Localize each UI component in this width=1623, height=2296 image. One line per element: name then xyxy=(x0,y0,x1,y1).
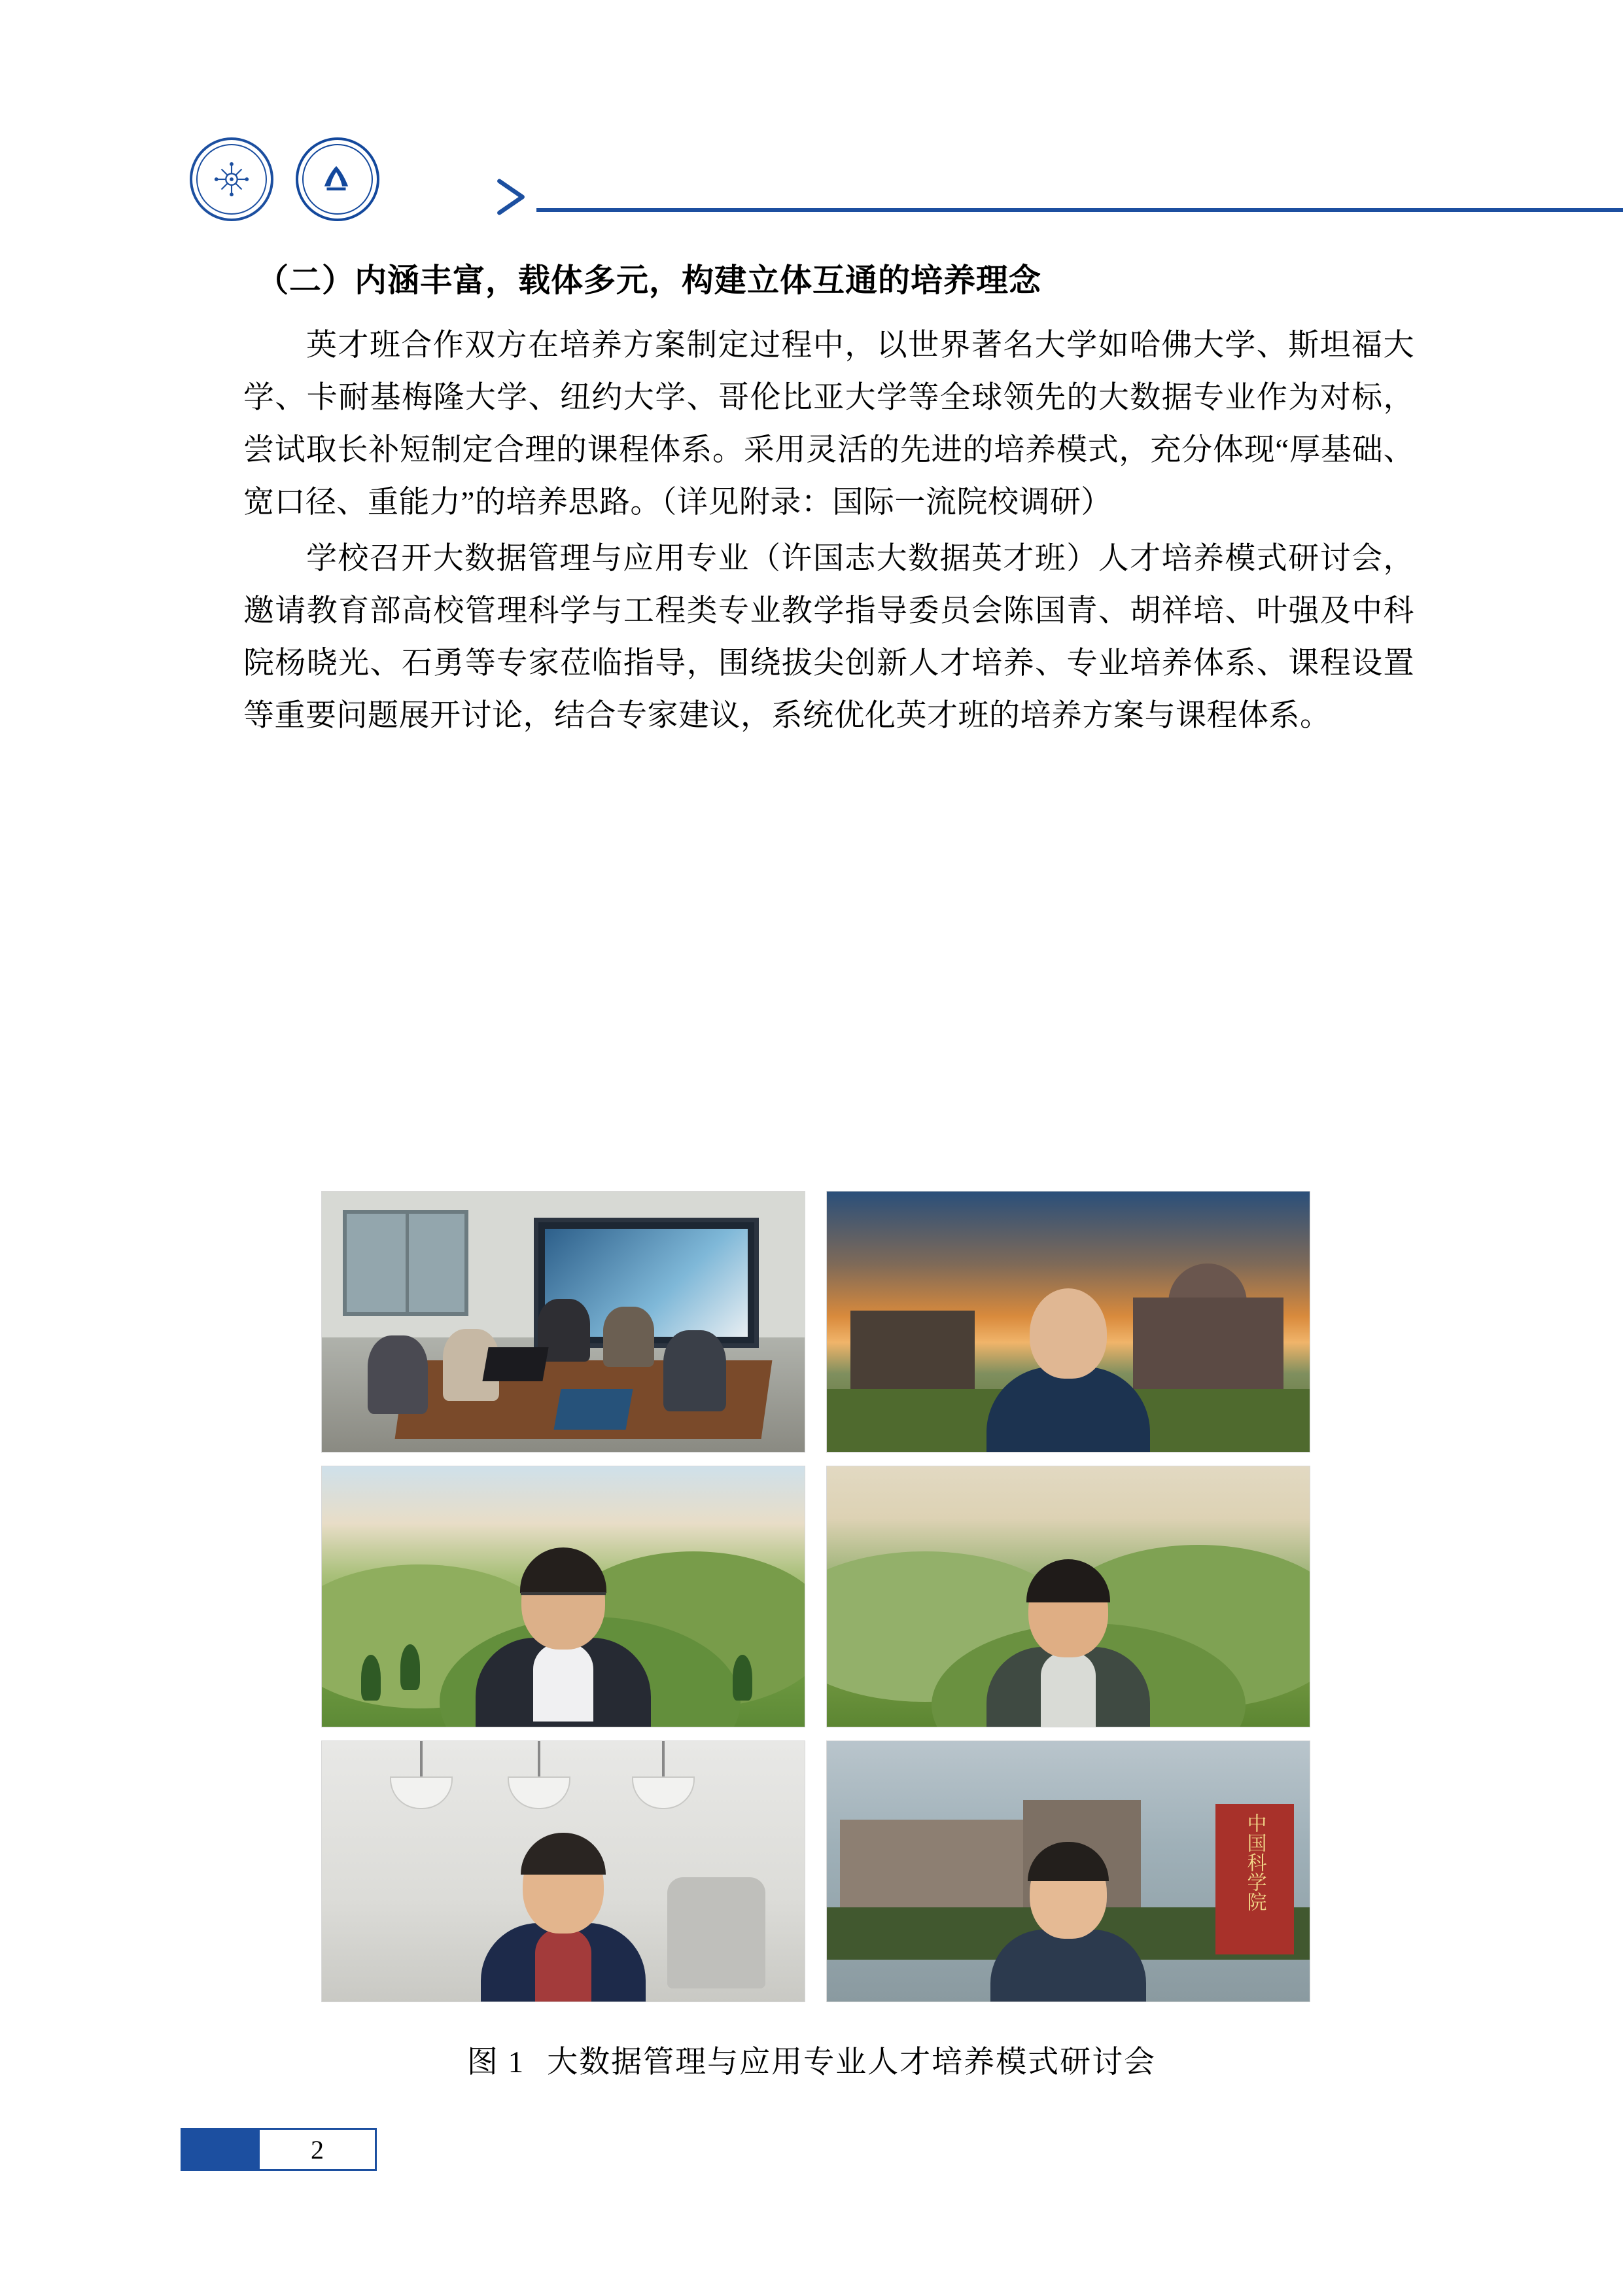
university-seal-right xyxy=(296,137,379,221)
signboard-text: 中国科学院 xyxy=(1244,1813,1266,1911)
photo-grid xyxy=(321,1191,1302,2015)
logo-group xyxy=(190,137,379,221)
footer-accent-block xyxy=(183,2130,260,2169)
page-footer xyxy=(181,2128,377,2171)
document-body xyxy=(243,260,1414,746)
section-title: （二）内涵丰富，载体多元，构建立体互通的培养理念 xyxy=(256,263,1042,298)
page-number: 2 xyxy=(311,2134,324,2164)
paragraph-1: 英才班合作双方在培养方案制定过程中，以世界著名大学如哈佛大学、斯坦福大学、卡耐基梅隆大学、纽约大学、哥伦比亚大学等全球领先的大数据专业作为对标，尝试取长补短制定合理的课程体系。采用灵活的先进的培养模式，充分体现“厚基础、宽口径、重能力”的培养思路。（详见附录：国际一流院校调研） xyxy=(243,328,1414,520)
seal-emblem-icon xyxy=(211,159,252,200)
chevron-right-icon xyxy=(489,175,532,219)
header-divider-rule xyxy=(536,208,1623,212)
photo-expert-sunset-campus xyxy=(826,1191,1310,1453)
figure-block xyxy=(0,1191,1623,2081)
paragraph-2: 学校召开大数据管理与应用专业（许国志大数据英才班）人才培养模式研讨会，邀请教育部高校管理科学与工程类专业教学指导委员会陈国青、胡祥培、叶强及中科院杨晓光、石勇等专家莅临指导，围绕拔尖创新人才培养、专业培养体系、课程设置等重要问题展开讨论，结合专家建议，系统优化英才班的培养方案与课程体系。 xyxy=(243,541,1414,733)
figure-number: 图 1 xyxy=(466,2045,525,2079)
photo-expert-misty-hills xyxy=(826,1466,1310,1727)
photo-meeting-room xyxy=(321,1191,805,1453)
photo-expert-office xyxy=(321,1740,805,2002)
figure-caption-text: 大数据管理与应用专业人才培养模式研讨会 xyxy=(547,2045,1157,2079)
seal-crest-icon xyxy=(317,159,358,200)
photo-expert-campus-gate xyxy=(826,1740,1310,2002)
figure-caption xyxy=(0,2038,1623,2081)
photo-expert-green-hills xyxy=(321,1466,805,1727)
page-header xyxy=(0,65,1623,190)
university-seal-left xyxy=(190,137,273,221)
campus-signboard xyxy=(1215,1804,1294,1954)
